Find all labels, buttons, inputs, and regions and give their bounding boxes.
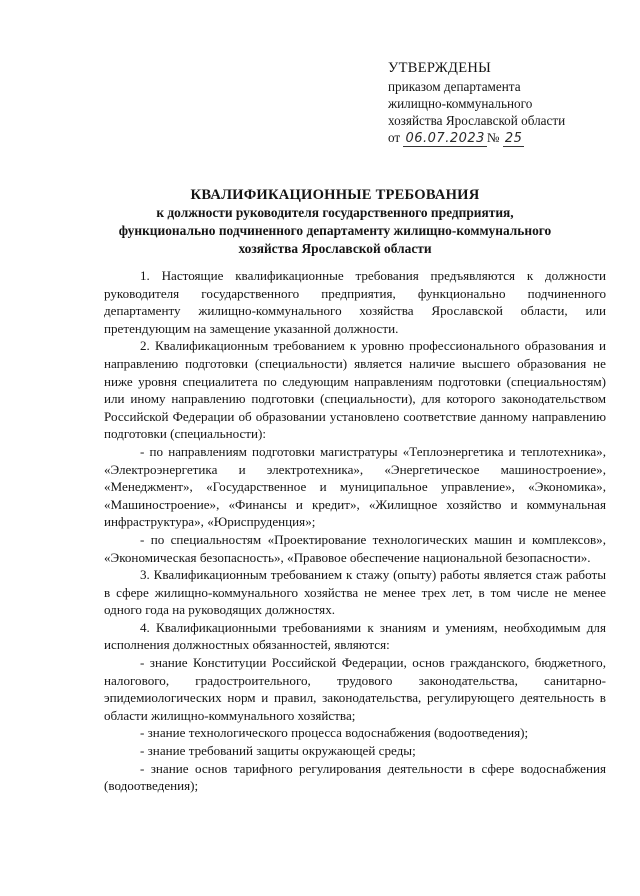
title-main: КВАЛИФИКАЦИОННЫЕ ТРЕБОВАНИЯ bbox=[190, 187, 480, 203]
title-line-1: к должности руководителя государственного предприятия, bbox=[156, 205, 514, 220]
list-item-specialties: - по специальностям «Проектирование технологических машин и комплексов», «Экономическая безопасность», «Правовое обеспечение национальной безопасности». bbox=[104, 531, 606, 565]
list-item-water-process: - знание технологического процесса водоснабжения (водоотведения); bbox=[140, 725, 529, 741]
approval-line-1: приказом департамента bbox=[388, 79, 521, 94]
approval-block bbox=[388, 60, 618, 147]
list-item-magistracy: - по направлениям подготовки магистратуры «Теплоэнергетика и теплотехника», «Электроэнергетика и электротехника», «Энергетическое машиностроение», «Менеджмент», «Государственное и муниципальное управление», «Экономика», «Машиностроение», «Финансы и кредит», «Жилищное хозяйство и коммунальная инфраструктура», «Юриспруденция»; bbox=[104, 443, 606, 530]
list-item-environment: - знание требований защиты окружающей среды; bbox=[140, 743, 416, 759]
handwritten-number: 25 bbox=[504, 131, 523, 146]
handwritten-date: 06.07.2023 bbox=[405, 131, 485, 146]
list-item-constitution: - знание Конституции Российской Федерации, основ гражданского, бюджетного, налогового, градостроительного, трудового законодательства, санитарно-эпидемиологических норм и правил, законодательства, регулирующего деятельность в области жилищно-коммунального хозяйства; bbox=[104, 655, 606, 723]
title-line-2: функционально подчиненного департаменту жилищно-коммунального bbox=[118, 223, 552, 238]
number-label: № bbox=[486, 130, 500, 145]
from-label: от bbox=[388, 130, 401, 145]
approval-line-2: жилищно-коммунального bbox=[388, 96, 533, 111]
approval-heading: УТВЕРЖДЕНЫ bbox=[388, 60, 492, 76]
paragraph-3: 3. Квалификационным требованием к стажу (опыту) работы является стаж работы в сфере жилищно-коммунального хозяйства не менее трех лет, в том числе не менее одного года на руководящих должностях. bbox=[104, 567, 606, 618]
paragraph-4: 4. Квалификационными требованиями к знаниям и умениям, необходимым для исполнения должностных обязанностей, являются: bbox=[104, 619, 606, 653]
paragraph-2: 2. Квалификационным требованием к уровню профессионального образования и направлению подготовки (специальности) является наличие высшего образования не ниже уровня специалитета по следующим направлениям подготовки (специальностям) или иному направлению подготовки (специальности), для которого законодательством Российской Федерации об образовании установлено соответствие данному направлению подготовки (специальности): bbox=[104, 338, 606, 442]
document-body bbox=[104, 267, 606, 795]
title-line-3: хозяйства Ярославской области bbox=[238, 241, 432, 256]
document-title bbox=[100, 186, 570, 258]
approval-date-line bbox=[388, 129, 618, 147]
list-item-tariff: - знание основ тарифного регулирования деятельности в сфере водоснабжения (водоотведения); bbox=[104, 760, 606, 794]
approval-line-3: хозяйства Ярославской области bbox=[388, 113, 566, 128]
paragraph-1: 1. Настоящие квалификационные требования предъявляются к должности руководителя государственного предприятия, функционально подчиненного департаменту жилищно-коммунального хозяйства Ярославской области, или претендующим на замещение указанной должности. bbox=[104, 268, 606, 336]
